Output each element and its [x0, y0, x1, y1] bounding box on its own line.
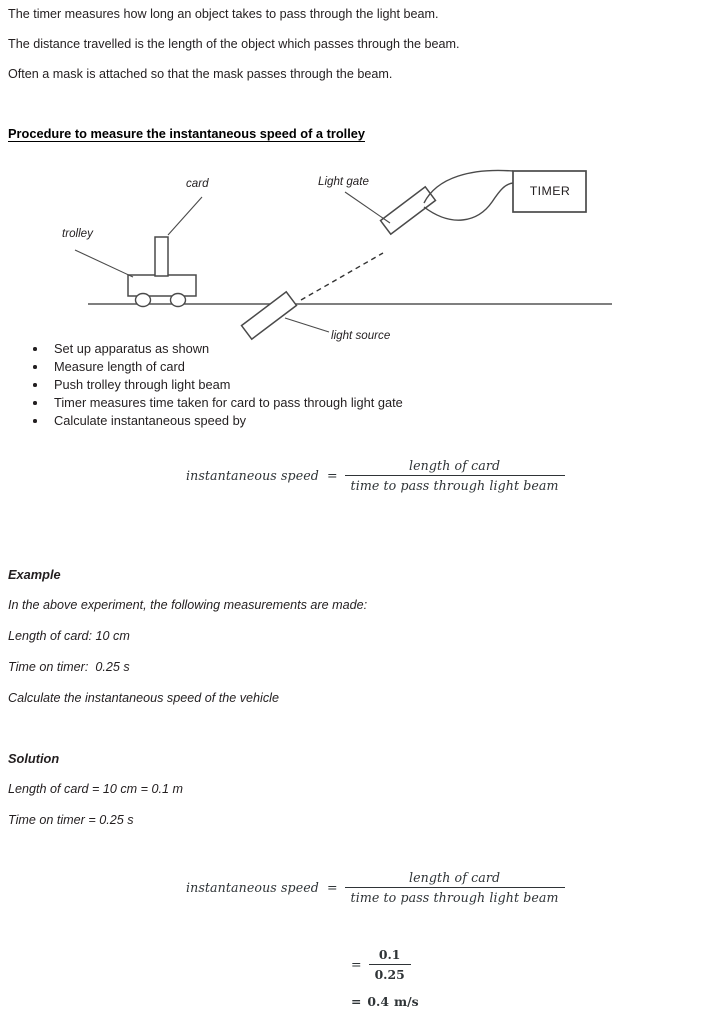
solution-equation-denominator: time to pass through light beam: [345, 887, 565, 905]
bullet-dot-icon: [33, 383, 37, 387]
list-item: [0, 377, 600, 395]
intro-paragraph-2: The distance travelled is the length of the object which passes through the beam.: [8, 37, 460, 51]
light-gate-leader-line: [345, 192, 390, 223]
solution-equation-fraction: [345, 870, 565, 905]
example-line-4: Calculate the instantaneous speed of the vehicle: [8, 691, 279, 705]
procedure-step-list: [0, 341, 600, 431]
list-item: [0, 395, 600, 413]
numeric-equals-sign: =: [351, 957, 362, 972]
example-line-2: Length of card: 10 cm: [8, 629, 130, 643]
bullet-dot-icon: [33, 401, 37, 405]
example-heading: Example: [8, 567, 61, 582]
equation-denominator: time to pass through light beam: [345, 475, 565, 493]
procedure-heading: Procedure to measure the instantaneous speed of a trolley: [8, 126, 365, 141]
diagram-label-light-gate: Light gate: [318, 175, 369, 188]
bullet-dot-icon: [33, 347, 37, 351]
solution-line-1: Length of card = 10 cm = 0.1 m: [8, 782, 184, 796]
trolley-wheel-right: [171, 294, 186, 307]
result-value: 0.4: [367, 994, 389, 1009]
wire-upper: [424, 170, 513, 203]
list-item: [0, 341, 600, 359]
wire-lower: [424, 183, 513, 220]
equation-instantaneous-speed: [186, 458, 565, 493]
equation-equals-sign: =: [326, 468, 338, 483]
diagram-label-light-source: light source: [331, 329, 391, 342]
trolley-body: [128, 275, 196, 296]
numeric-denominator: 0.25: [369, 964, 411, 982]
solution-equation-result: [351, 994, 419, 1009]
list-item-label: Calculate instantaneous speed by: [54, 413, 247, 428]
equation-fraction: [345, 458, 565, 493]
numeric-numerator: 0.1: [378, 947, 401, 962]
numeric-fraction: [369, 947, 411, 982]
solution-heading: Solution: [8, 751, 60, 766]
solution-equation-lhs: instantaneous speed: [186, 880, 319, 895]
solution-line-2: Time on timer = 0.25 s: [8, 813, 134, 827]
light-source-leader-line: [285, 318, 329, 332]
result-equals-sign: =: [351, 994, 362, 1009]
intro-paragraph-3: Often a mask is attached so that the mask passes through the beam.: [8, 67, 393, 81]
list-item-label: Push trolley through light beam: [54, 377, 231, 392]
example-line-3: Time on timer: 0.25 s: [8, 660, 130, 674]
solution-equation-formula: [186, 870, 565, 905]
light-gate-shape: [381, 187, 436, 234]
equation-numerator: length of card: [409, 458, 501, 473]
list-item-label: Measure length of card: [54, 359, 185, 374]
list-item-label: Timer measures time taken for card to pass through light gate: [54, 395, 403, 410]
bullet-dot-icon: [33, 365, 37, 369]
solution-equation-numerator: length of card: [409, 870, 501, 885]
intro-paragraph-1: The timer measures how long an object takes to pass through the light beam.: [8, 7, 439, 21]
list-item: [0, 413, 600, 431]
equation-lhs: instantaneous speed: [186, 468, 319, 483]
bullet-dot-icon: [33, 419, 37, 423]
card-leader-line: [168, 197, 202, 235]
solution-equation-equals-sign: =: [326, 880, 338, 895]
result-unit: m/s: [393, 994, 419, 1009]
example-line-1: In the above experiment, the following measurements are made:: [8, 598, 368, 612]
apparatus-diagram: [0, 150, 717, 355]
diagram-label-timer: TIMER: [529, 184, 571, 198]
trolley-leader-line: [75, 250, 133, 277]
trolley-wheel-left: [136, 294, 151, 307]
list-item: [0, 359, 600, 377]
list-item-label: Set up apparatus as shown: [54, 341, 210, 356]
diagram-label-trolley: trolley: [62, 227, 93, 240]
card-shape: [155, 237, 168, 276]
diagram-label-card: card: [186, 177, 209, 190]
solution-equation-numeric: [351, 947, 411, 982]
light-beam-dashed: [301, 253, 383, 300]
light-source-shape: [242, 292, 297, 339]
